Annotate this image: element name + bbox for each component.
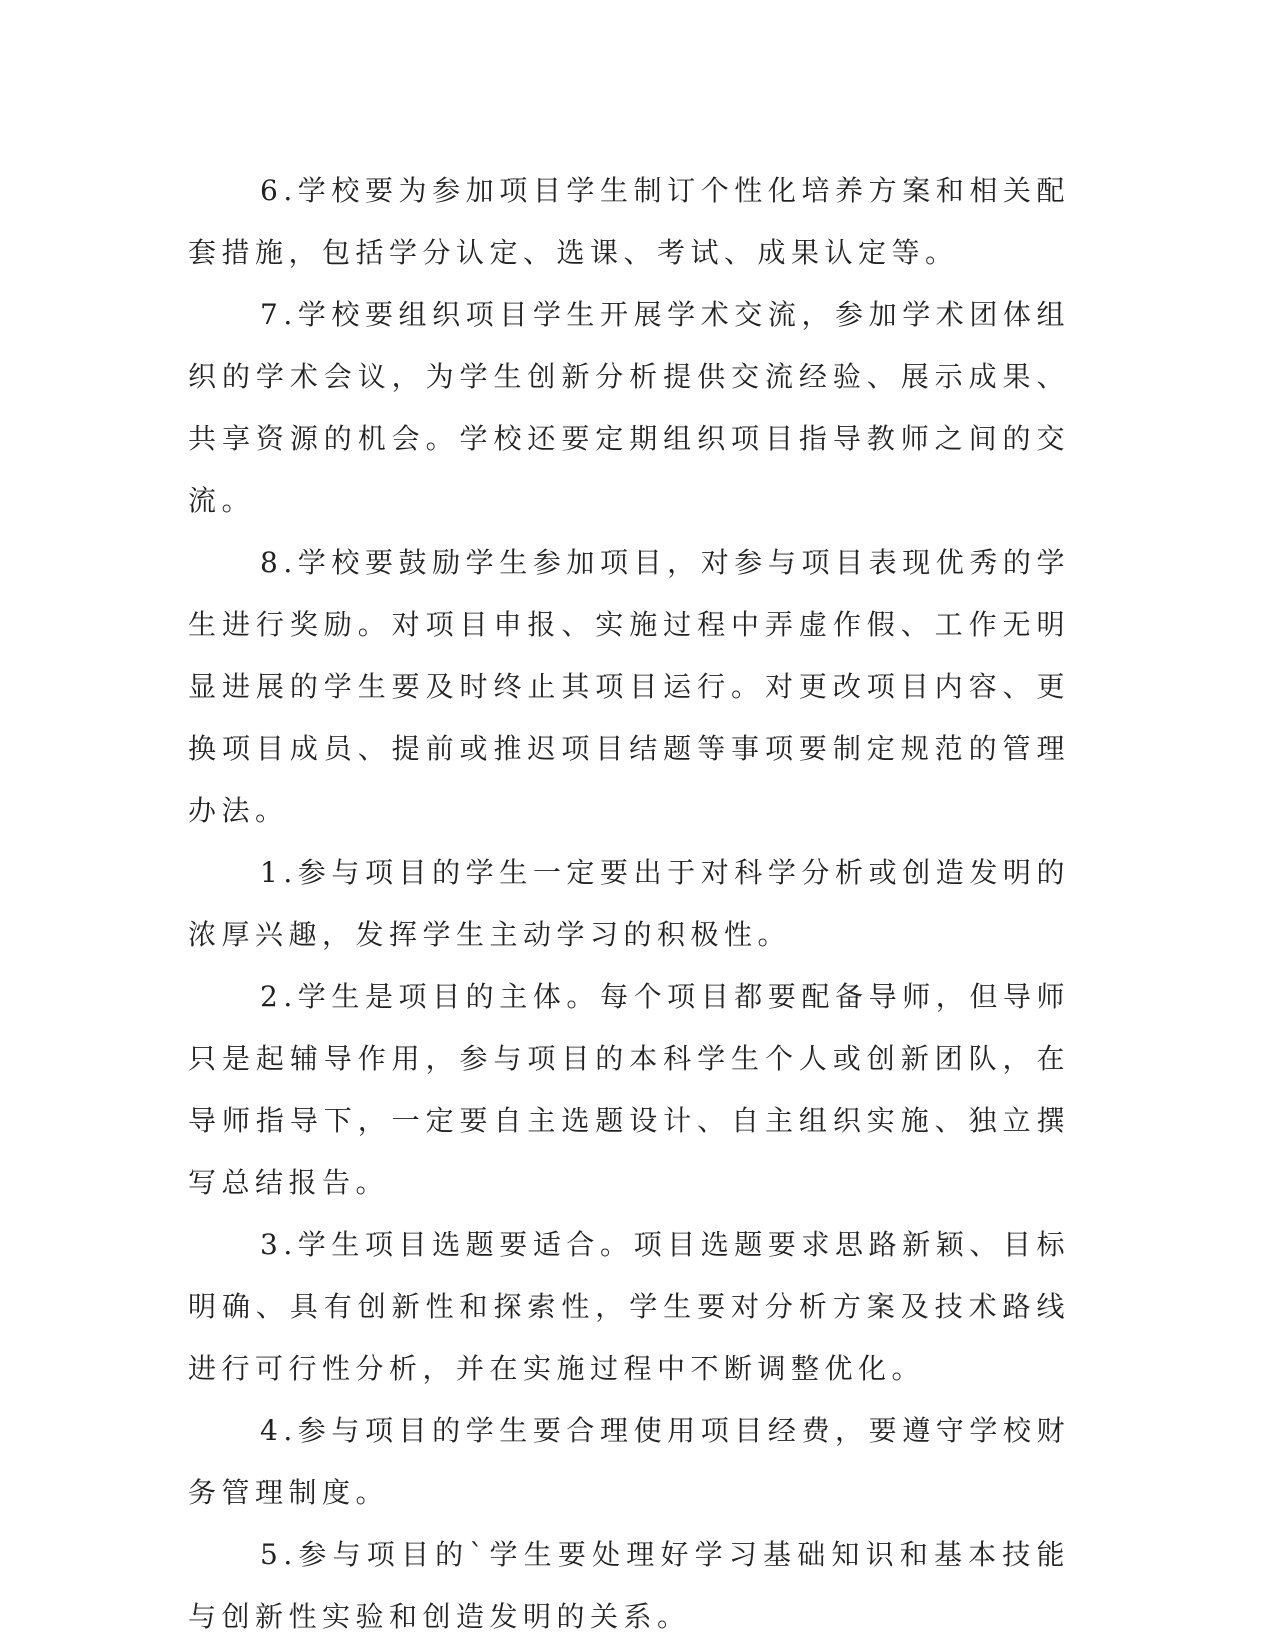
paragraph-6: 6.学校要为参加项目学生制订个性化培养方案和相关配套措施，包括学分认定、选课、考试、成果认定等。 bbox=[188, 174, 1070, 269]
paragraph-1: 1.参与项目的学生一定要出于对科学分析或创造发明的浓厚兴趣，发挥学生主动学习的积极性。 bbox=[188, 856, 1070, 951]
paragraph-4: 4.参与项目的学生要合理使用项目经费，要遵守学校财务管理制度。 bbox=[188, 1414, 1070, 1509]
paragraph-8: 8.学校要鼓励学生参加项目，对参与项目表现优秀的学生进行奖励。对项目申报、实施过程中弄虚作假、工作无明显进展的学生要及时终止其项目运行。对更改项目内容、更换项目成员、提前或推迟项目结题等事项要制定规范的管理办法。 bbox=[188, 546, 1070, 827]
paragraph-7: 7.学校要组织项目学生开展学术交流，参加学术团体组织的学术会议，为学生创新分析提供交流经验、展示成果、共享资源的机会。学校还要定期组织项目指导教师之间的交流。 bbox=[188, 298, 1070, 517]
paragraph-5: 5.参与项目的`学生要处理好学习基础知识和基本技能与创新性实验和创造发明的关系。 bbox=[188, 1538, 1070, 1633]
document-body bbox=[188, 160, 1070, 1648]
paragraph-3: 3.学生项目选题要适合。项目选题要求思路新颖、目标明确、具有创新性和探索性，学生要对分析方案及技术路线进行可行性分析，并在实施过程中不断调整优化。 bbox=[188, 1228, 1070, 1385]
paragraph-2: 2.学生是项目的主体。每个项目都要配备导师，但导师只是起辅导作用，参与项目的本科学生个人或创新团队，在导师指导下，一定要自主选题设计、自主组织实施、独立撰写总结报告。 bbox=[188, 980, 1070, 1199]
